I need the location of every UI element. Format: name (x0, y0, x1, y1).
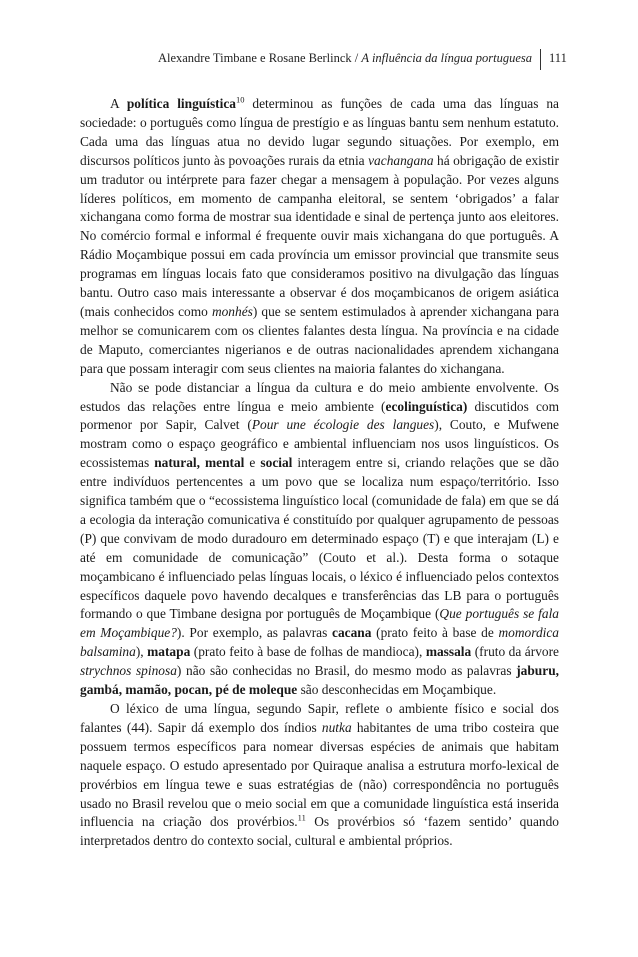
body-text (80, 95, 559, 851)
bold-term: política linguística (126, 96, 236, 111)
bold-term: natural, mental (154, 455, 245, 471)
bold-term: cacana (332, 625, 372, 641)
header-separator: / (351, 51, 362, 65)
text-run: habitantes de uma tribo costeira que possuem termos específicos para nomear diversas espécies de animais que habitam naquele espaço. O estudo apresentado por Quiraque analisa a estrutura morfo-lexical de provérbios em língua tewe e suas estratégias de (não) correspondência no português usado no Brasil revelou que o meio social em que a comunidade linguística está inserida influencia na criação dos provérbios. (80, 719, 559, 830)
text-run: determinou as funções de cada uma das línguas na sociedade: o português como língua de prestígio e as línguas bantu sem nenhum estatuto. Cada uma das línguas atua no devido lugar segundo situações. Por exemplo, em discursos políticos junto às povoações rurais da etnia (80, 96, 559, 168)
text-run: são desconhecidas em Moçambique. (297, 682, 497, 698)
bold-term: jaburu, gambá, mamão, pocan, pé de moleque (80, 663, 559, 698)
italic-term: strychnos spinosa (80, 663, 177, 679)
paragraph (80, 379, 559, 700)
text-run: ) que se sentem estimulados à aprender xichangana para melhor se comunicarem com os clientes falantes desta língua. Na província e na cidade de Maputo, comerciantes nigerianos e de outras nacionalidades aprendem xichangana para que possam interagir com seus clientes na maioria falantes do xichangana. (80, 303, 560, 376)
header-authors: Alexandre Timbane e Rosane Berlinck (157, 51, 352, 65)
text-run: (prato feito à base de folhas de mandioca), (190, 644, 426, 660)
text-run: Não se pode distanciar a língua da cultura e do meio ambiente envolvente. Os estudos das relações entre língua e meio ambiente ( (80, 379, 559, 414)
text-run: (prato feito à base de (371, 625, 499, 641)
running-header (0, 49, 638, 71)
header-journal-title: A influência da língua portuguesa (361, 51, 532, 65)
text-run: e (244, 455, 261, 471)
text-run: ), Couto, e Mufwene mostram como o espaço geográfico e ambiental influenciam nos usos linguísticos. Os ecossistemas (80, 417, 559, 471)
italic-term: momordica balsamina (80, 625, 559, 660)
text-run: A (110, 96, 127, 111)
paragraph (80, 700, 559, 851)
text-run: Os provérbios só ‘fazem sentido’ quando interpretados dentro do contexto social, cultural e ambiental próprios. (80, 814, 560, 849)
italic-term: Que português se fala em Moçambique? (80, 606, 559, 641)
footnote-marker: 11 (297, 812, 306, 823)
footnote-marker: 10 (235, 94, 245, 105)
italic-term: monhés (211, 303, 253, 319)
bold-term: ecolinguística) (385, 398, 468, 414)
bold-term: social (260, 455, 293, 471)
italic-term: Pour une écologie des langues (251, 417, 435, 433)
paragraph (80, 95, 559, 379)
text-run: O léxico de uma língua, segundo Sapir, reflete o ambiente físico e social dos falantes (44). Sapir dá exemplo dos índios (80, 701, 559, 735)
text-run: há obrigação de existir um tradutor ou intérprete para fazer chegar a mensagem à população. Por vezes alguns líderes políticos, em momento de campanha eleitoral, se sentem ‘obrigados’ a falar xichangana como forma de mostrar sua identidade e sinal de pertença junto aos eleitores. No comércio formal e informal é frequente ouvir mais xichangana do que português. A Rádio Moçambique possui em cada província um emissor provincial que transmite seus programas em línguas locais fato que consideramos positivo na divulgação das línguas bantu. Outro caso mais interessante a observar é dos moçambicanos de origem asiática (mais conhecidos como (80, 152, 559, 319)
text-run: ) não são conhecidas no Brasil, do mesmo modo as palavras (176, 663, 517, 679)
text-run: discutidos com pormenor por Sapir, Calvet ( (80, 398, 559, 433)
bold-term: matapa (147, 644, 191, 660)
bold-term: massala (425, 644, 472, 660)
text-run: ). Por exemplo, as palavras (176, 625, 333, 641)
page-number: 111 (549, 51, 567, 65)
text-run: ), (135, 644, 148, 660)
italic-term: nutka (321, 719, 352, 735)
text-run: (fruto da árvore (471, 644, 559, 660)
running-header-text (158, 51, 532, 66)
text-run: interagem entre si, criando relações que se dão entre indivíduos pertencentes a um povo que se localiza num espaço/território. Isso significa também que o “ecossistema linguístico local (comunidade de fala) em que se dá a ecologia da interação comunicativa é constituído por qualquer agrupamento de pessoas (P) que convivam de modo duradouro em determinado espaço (T) e que interajam (L) e até em comunidade de comunicação” (Couto et al.). Desta forma o sotaque moçambicano é influenciado pelas línguas locais, o léxico é influenciado pelos contextos específicos daquele povo havendo decalques e transferências das LB para o português formando o que Timbane designa por português de Moçambique ( (80, 455, 559, 622)
header-divider (540, 49, 541, 70)
italic-term: vachangana (368, 152, 434, 168)
